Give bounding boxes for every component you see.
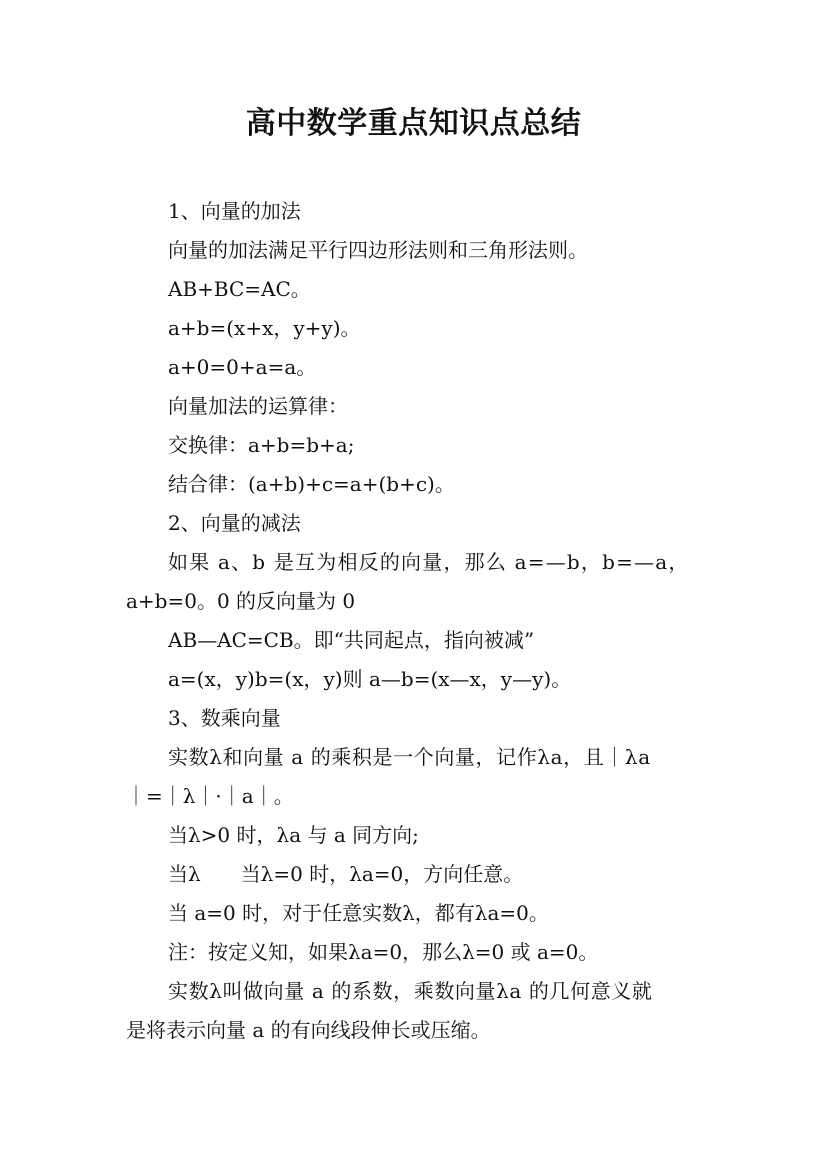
formula-line: ｜=｜λ｜·｜a｜。 bbox=[126, 784, 294, 808]
paragraph-line: 向量的加法满足平行四边形法则和三角形法则。 bbox=[168, 238, 588, 262]
section-heading-vector-addition: 1、向量的加法 bbox=[168, 199, 301, 223]
formula-line: a+0=0+a=a。 bbox=[168, 355, 317, 379]
formula-line: 交换律：a+b=b+a; bbox=[168, 433, 355, 457]
paragraph-line: 向量加法的运算律： bbox=[168, 394, 348, 418]
paragraph-line: 当 a=0 时，对于任意实数λ，都有λa=0。 bbox=[168, 901, 549, 925]
paragraph-line: 当λ 当λ=0 时，λa=0，方向任意。 bbox=[168, 862, 524, 886]
section-heading-scalar-multiplication: 3、数乘向量 bbox=[168, 706, 281, 730]
paragraph-line: 是将表示向量 a 的有向线段伸长或压缩。 bbox=[126, 1018, 491, 1042]
formula-line: a+b=(x+x，y+y)。 bbox=[168, 316, 361, 340]
formula-line: AB+BC=AC。 bbox=[168, 277, 311, 301]
formula-line: a=(x，y)b=(x，y)则 a—b=(x—x，y—y)。 bbox=[168, 667, 572, 691]
section-heading-vector-subtraction: 2、向量的减法 bbox=[168, 511, 301, 535]
formula-line: 结合律：(a+b)+c=a+(b+c)。 bbox=[168, 472, 455, 496]
paragraph-line: 如果 a、b 是互为相反的向量，那么 a=—b，b=—a， bbox=[168, 550, 690, 574]
paragraph-line: 实数λ和向量 a 的乘积是一个向量，记作λa，且｜λa bbox=[168, 745, 651, 769]
formula-line: AB—AC=CB。即“共同起点，指向被减” bbox=[168, 628, 535, 652]
paragraph-line: 当λ>0 时，λa 与 a 同方向; bbox=[168, 823, 419, 847]
paragraph-line: 实数λ叫做向量 a 的系数，乘数向量λa 的几何意义就 bbox=[168, 979, 653, 1003]
note-line: 注：按定义知，如果λa=0，那么λ=0 或 a=0。 bbox=[168, 940, 599, 964]
document-title: 高中数学重点知识点总结 bbox=[245, 106, 582, 141]
paragraph-line: a+b=0。0 的反向量为 0 bbox=[126, 589, 356, 613]
